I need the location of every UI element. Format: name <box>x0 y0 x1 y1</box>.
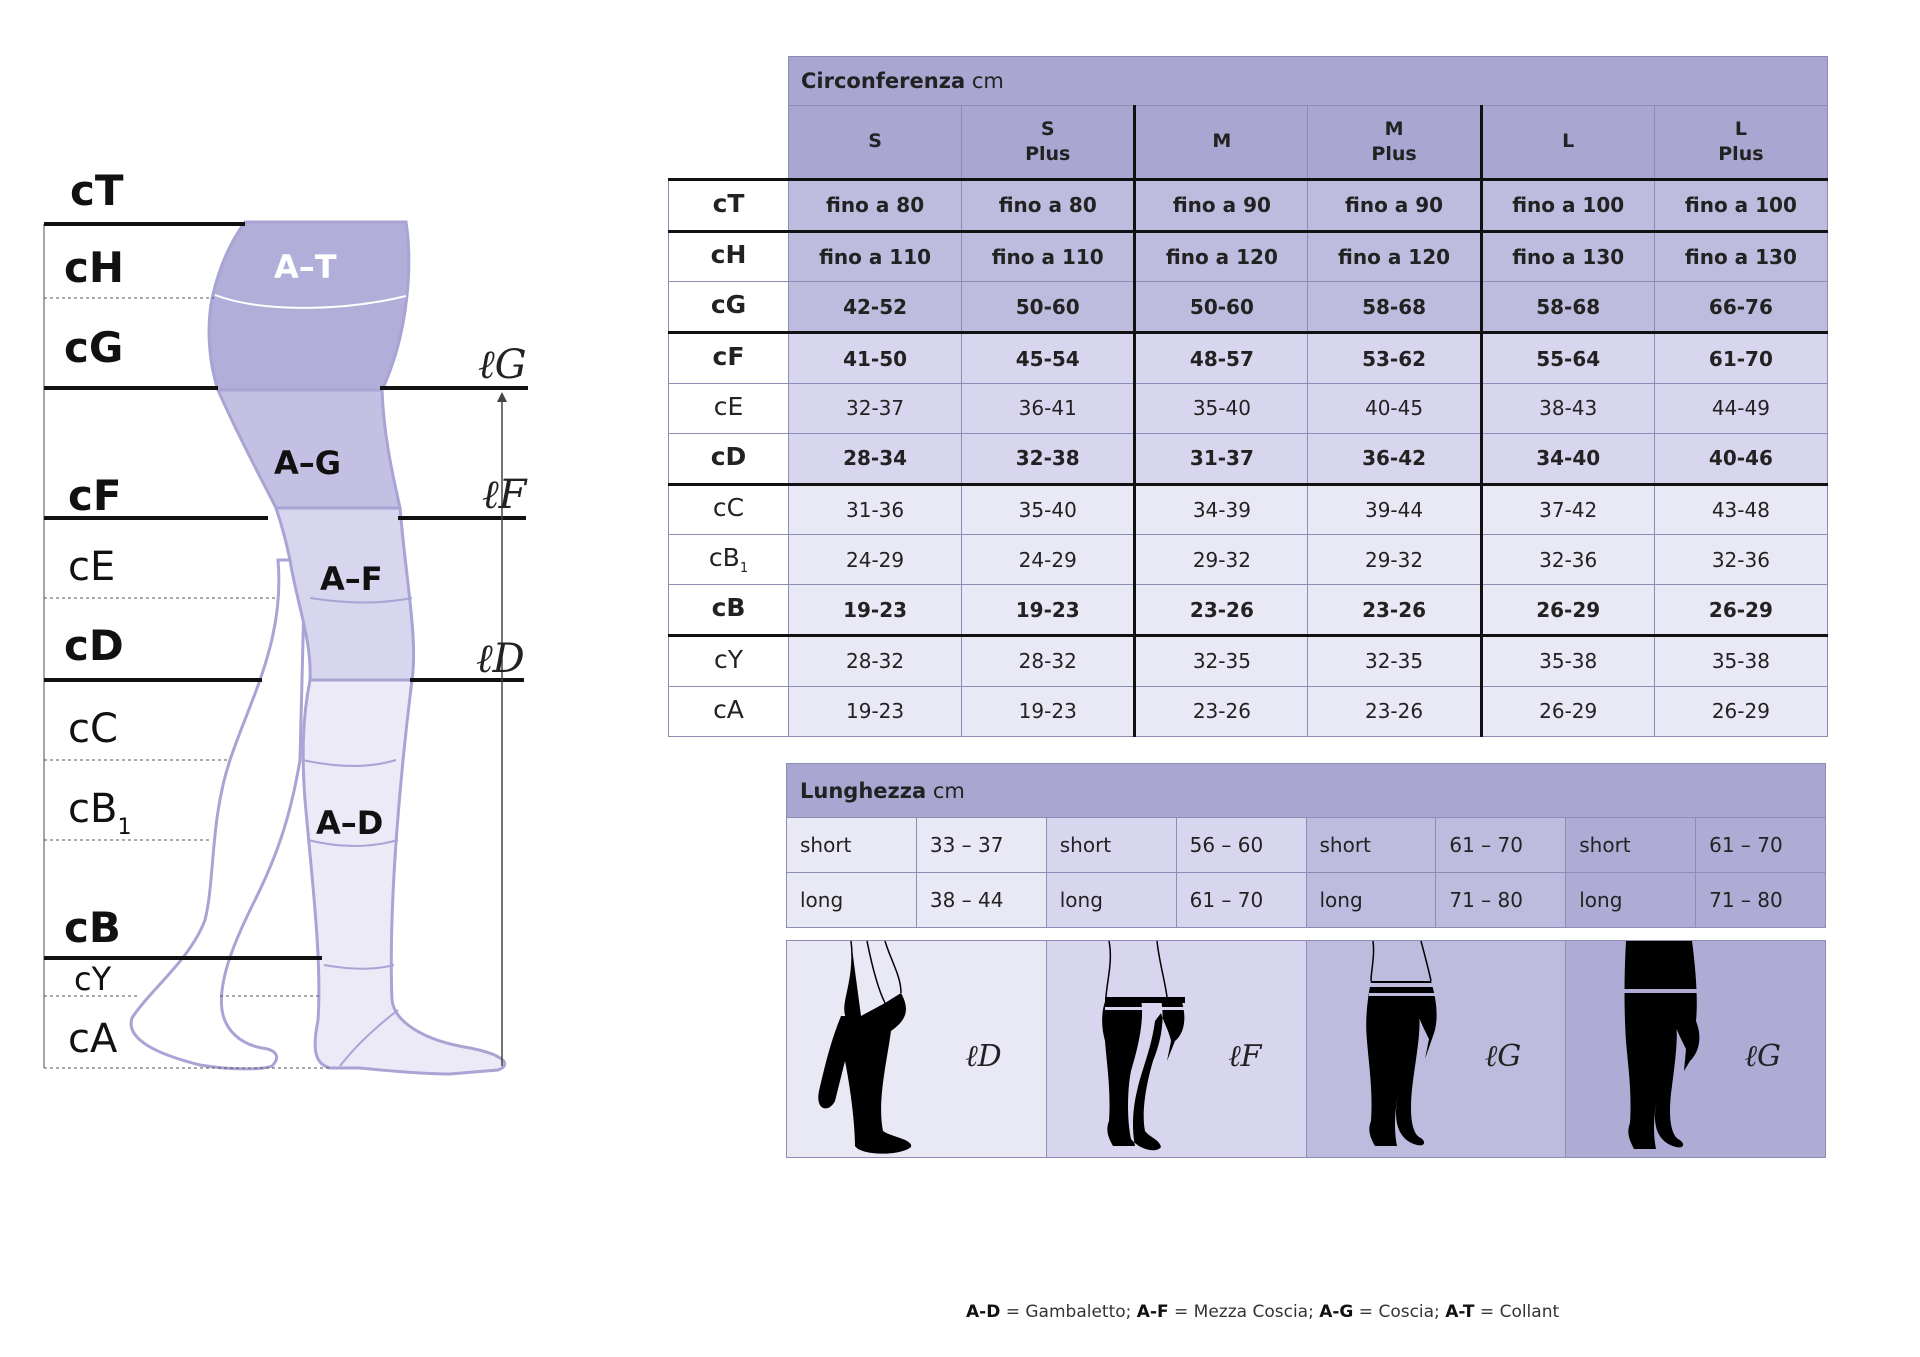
segment-label-ag: A–G <box>274 444 342 482</box>
table-cell: 38-43 <box>1481 383 1654 433</box>
table-cell: 40-46 <box>1654 433 1827 484</box>
table-cell: 32-38 <box>962 433 1135 484</box>
panel-1-length-label: ℓD <box>965 1039 1002 1074</box>
table-cell: 48-57 <box>1135 333 1308 384</box>
table-cell: short <box>1046 818 1176 873</box>
table-cell: 34-39 <box>1135 484 1308 535</box>
table-cell: fino a 90 <box>1308 179 1481 231</box>
table-cell: 31-37 <box>1135 433 1308 484</box>
row-label: cD <box>669 433 789 484</box>
table-cell: fino a 100 <box>1654 179 1827 231</box>
table-cell: 28-32 <box>789 635 962 686</box>
zone-label-cg: cG <box>64 323 124 372</box>
table-cell: 44-49 <box>1654 383 1827 433</box>
circumference-title-row <box>669 57 1828 106</box>
table-cell: 23-26 <box>1135 686 1308 736</box>
zone-label-cf: cF <box>68 471 122 520</box>
size-header-s: S <box>789 105 962 179</box>
table-cell: 28-34 <box>789 433 962 484</box>
zone-label-cd: cD <box>64 621 124 670</box>
table-cell: fino a 110 <box>962 231 1135 282</box>
zone-label-cb: cB <box>64 903 121 952</box>
table-cell: 56 – 60 <box>1176 818 1306 873</box>
table-cell: 26-29 <box>1654 686 1827 736</box>
row-label: cA <box>669 686 789 736</box>
table-cell: 19-23 <box>962 585 1135 636</box>
row-label: cC <box>669 484 789 535</box>
zone-label-cc: cC <box>68 706 118 752</box>
tights-icon <box>1580 941 1720 1157</box>
table-cell: 58-68 <box>1308 282 1481 333</box>
table-cell: 71 – 80 <box>1696 873 1826 928</box>
panel-thigh <box>1307 941 1567 1157</box>
table-cell: 26-29 <box>1654 585 1827 636</box>
table-cell: 61 – 70 <box>1176 873 1306 928</box>
table-cell: long <box>1046 873 1176 928</box>
table-cell: 35-40 <box>962 484 1135 535</box>
row-label: cE <box>669 383 789 433</box>
mid-thigh-stocking-icon <box>1061 941 1201 1157</box>
thigh-stocking-icon <box>1321 941 1461 1157</box>
circumference-body <box>669 179 1828 736</box>
table-cell: 61 – 70 <box>1696 818 1826 873</box>
table-cell: 71 – 80 <box>1436 873 1566 928</box>
length-row <box>787 873 1826 928</box>
segment-label-at: A–T <box>274 248 337 286</box>
front-leg <box>209 222 505 1074</box>
table-cell: fino a 130 <box>1654 231 1827 282</box>
zone-label-ca: cA <box>68 1016 118 1062</box>
table-cell: 32-36 <box>1481 535 1654 585</box>
table-cell: fino a 120 <box>1135 231 1308 282</box>
table-cell: 26-29 <box>1481 585 1654 636</box>
table-cell: 31-36 <box>789 484 962 535</box>
table-cell: fino a 80 <box>962 179 1135 231</box>
table-cell: 38 – 44 <box>916 873 1046 928</box>
size-header-l-plus: L Plus <box>1654 105 1827 179</box>
row-label: cG <box>669 282 789 333</box>
row-label: $cB_1$ <box>669 535 789 585</box>
circumference-row <box>669 686 1828 736</box>
stocking-type-panels <box>786 940 1826 1158</box>
table-cell: fino a 100 <box>1481 179 1654 231</box>
length-row <box>787 818 1826 873</box>
table-cell: 19-23 <box>789 686 962 736</box>
segment-label-ad: A–D <box>316 804 384 842</box>
leg-measurement-diagram <box>0 0 560 1120</box>
table-cell: fino a 80 <box>789 179 962 231</box>
table-cell: short <box>1566 818 1696 873</box>
row-label: cY <box>669 635 789 686</box>
size-header-m: M <box>1135 105 1308 179</box>
knee-high-stocking-icon <box>801 941 941 1157</box>
zone-label-cb1: $cB_1$ <box>68 786 132 840</box>
length-title: Lunghezza cm <box>787 764 1826 818</box>
length-label-lf: ℓF <box>482 472 527 518</box>
panel-knee-high <box>787 941 1047 1157</box>
table-cell: 35-40 <box>1135 383 1308 433</box>
row-label: cT <box>669 179 789 231</box>
panel-tights <box>1566 941 1825 1157</box>
table-cell: 66-76 <box>1654 282 1827 333</box>
circumference-row <box>669 383 1828 433</box>
table-cell: short <box>787 818 917 873</box>
table-cell: 24-29 <box>789 535 962 585</box>
zone-label-ct: cT <box>70 166 124 215</box>
table-cell: 34-40 <box>1481 433 1654 484</box>
size-header-s-plus: S Plus <box>962 105 1135 179</box>
table-cell: 23-26 <box>1135 585 1308 636</box>
table-cell: 32-35 <box>1308 635 1481 686</box>
table-cell: long <box>1306 873 1436 928</box>
circumference-row <box>669 535 1828 585</box>
circumference-table <box>668 56 1828 737</box>
circumference-row <box>669 635 1828 686</box>
circumference-row <box>669 484 1828 535</box>
table-cell: 40-45 <box>1308 383 1481 433</box>
table-cell: fino a 110 <box>789 231 962 282</box>
circumference-row <box>669 179 1828 231</box>
circumference-title: Circonferenza cm <box>789 57 1828 106</box>
table-cell: fino a 120 <box>1308 231 1481 282</box>
table-cell: 37-42 <box>1481 484 1654 535</box>
segment-label-af: A–F <box>320 560 383 598</box>
row-label: cH <box>669 231 789 282</box>
table-cell: fino a 90 <box>1135 179 1308 231</box>
table-cell: short <box>1306 818 1436 873</box>
table-cell: 61-70 <box>1654 333 1827 384</box>
panel-3-length-label: ℓG <box>1484 1039 1522 1074</box>
table-cell: 35-38 <box>1481 635 1654 686</box>
table-cell: 26-29 <box>1481 686 1654 736</box>
table-cell: fino a 130 <box>1481 231 1654 282</box>
length-label-ld: ℓD <box>476 636 525 682</box>
table-cell: 55-64 <box>1481 333 1654 384</box>
table-cell: 53-62 <box>1308 333 1481 384</box>
table-cell: 28-32 <box>962 635 1135 686</box>
circumference-row <box>669 231 1828 282</box>
table-cell: 61 – 70 <box>1436 818 1566 873</box>
table-cell: 29-32 <box>1135 535 1308 585</box>
length-body <box>787 818 1826 928</box>
length-table <box>786 763 1826 928</box>
size-header-l: L <box>1481 105 1654 179</box>
table-cell: 32-36 <box>1654 535 1827 585</box>
size-header-m-plus: M Plus <box>1308 105 1481 179</box>
circumference-row <box>669 433 1828 484</box>
table-cell: 50-60 <box>962 282 1135 333</box>
table-cell: 32-35 <box>1135 635 1308 686</box>
panel-2-length-label: ℓF <box>1228 1039 1262 1074</box>
table-cell: 19-23 <box>789 585 962 636</box>
table-cell: 42-52 <box>789 282 962 333</box>
table-cell: 24-29 <box>962 535 1135 585</box>
circumference-row <box>669 585 1828 636</box>
table-cell: 32-37 <box>789 383 962 433</box>
length-label-lg: ℓG <box>478 342 527 388</box>
size-header-row <box>669 105 1828 179</box>
table-cell: 36-42 <box>1308 433 1481 484</box>
table-cell: 50-60 <box>1135 282 1308 333</box>
table-cell: 29-32 <box>1308 535 1481 585</box>
table-cell: long <box>787 873 917 928</box>
table-cell: 43-48 <box>1654 484 1827 535</box>
panel-mid-thigh <box>1047 941 1307 1157</box>
row-label: cF <box>669 333 789 384</box>
table-cell: 58-68 <box>1481 282 1654 333</box>
table-cell: 35-38 <box>1654 635 1827 686</box>
circumference-row <box>669 282 1828 333</box>
back-leg-outline <box>131 560 305 1069</box>
table-cell: 41-50 <box>789 333 962 384</box>
table-cell: 23-26 <box>1308 686 1481 736</box>
table-cell: long <box>1566 873 1696 928</box>
zone-label-cy: cY <box>74 960 112 998</box>
abbreviation-legend: A-D = Gambaletto; A-F = Mezza Coscia; A-G = Coscia; A-T = Collant <box>966 1302 1560 1322</box>
table-cell: 45-54 <box>962 333 1135 384</box>
table-cell: 23-26 <box>1308 585 1481 636</box>
length-title-row <box>787 764 1826 818</box>
row-label: cB <box>669 585 789 636</box>
panel-4-length-label: ℓG <box>1744 1039 1781 1074</box>
zone-label-ce: cE <box>68 544 116 590</box>
table-cell: 19-23 <box>962 686 1135 736</box>
zone-label-ch: cH <box>64 243 125 292</box>
table-cell: 36-41 <box>962 383 1135 433</box>
circumference-row <box>669 333 1828 384</box>
table-cell: 39-44 <box>1308 484 1481 535</box>
table-cell: 33 – 37 <box>916 818 1046 873</box>
